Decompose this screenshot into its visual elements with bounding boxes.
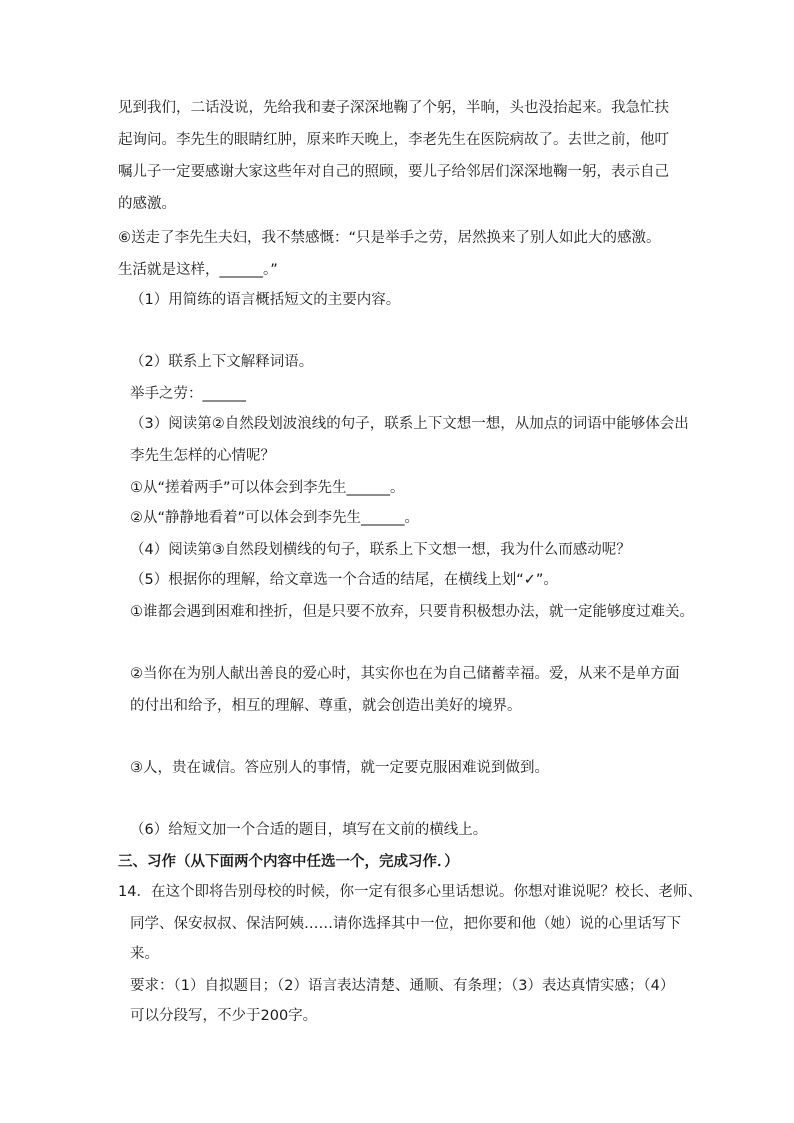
question-5-option-2-line2: 的付出和给予，相互的理解、尊重，就会创造出美好的境界。 <box>130 698 522 714</box>
question-14-line2: 同学、保安叔叔、保洁阿姨……请你选择其中一位，把你要和他（她）说的心里话写下 <box>130 916 681 932</box>
passage-p5-line1: 见到我们，二话没说，先给我和妻子深深地鞠了个躬，半晌，头也没抬起来。我急忙扶 <box>118 100 669 116</box>
question-14-line3: 来。 <box>130 946 159 962</box>
question-3-sub1: ①从“搓着两手”可以体会到李先生______。 <box>130 480 405 496</box>
question-3-line1: （3）阅读第②自然段划波浪线的句子，联系上下文想一想，从加点的词语中能够体会出 <box>130 416 689 432</box>
passage-p5-line2: 起询问。李先生的眼睛红肿，原来昨天晚上，李老先生在医院病故了。去世之前，他叮 <box>118 132 669 148</box>
requirements-line2: 可以分段写，不少于200字。 <box>130 1008 318 1024</box>
question-3-sub2: ②从“静静地看着”可以体会到李先生______。 <box>130 510 420 526</box>
passage-p6-line1: ⑥送走了李先生夫妇，我不禁感慨：“只是举手之劳，居然换来了别人如此大的感激。 <box>118 230 661 246</box>
question-5: （5）根据你的理解，给文章选一个合适的结尾，在横线上划“✓”。 <box>130 572 558 588</box>
question-14-line1: 14．在这个即将告别母校的时候，你一定有很多心里话想说。你想对谁说呢？校长、老师、 <box>118 884 702 900</box>
requirements-line1: 要求：（1）自拟题目；（2）语言表达清楚、通顺、有条理；（3）表达真情实感；（4） <box>130 978 675 994</box>
question-5-option-2-line1: ②当你在为别人献出善良的爱心时，其实你也在为自己储蓄幸福。爱，从来不是单方面 <box>130 666 680 682</box>
passage-p5-line3: 嘱儿子一定要感谢大家这些年对自己的照顾，要儿子给邻居们深深地鞠一躬，表示自己 <box>118 164 669 180</box>
question-3-line2: 李先生怎样的心情呢？ <box>130 448 275 464</box>
section-3-heading: 三、习作（从下面两个内容中任选一个，完成习作．） <box>118 854 459 870</box>
question-1: （1）用简练的语言概括短文的主要内容。 <box>130 292 401 308</box>
question-6: （6）给短文加一个合适的题目，填写在文前的横线上。 <box>130 822 488 838</box>
passage-p6-line2: 生活就是这样，______。” <box>118 262 278 278</box>
question-2-answer-line: 举手之劳：______ <box>130 386 246 402</box>
passage-p5-line4: 的感激。 <box>118 196 176 212</box>
question-2: （2）联系上下文解释词语。 <box>130 354 314 370</box>
question-5-option-1: ①谁都会遇到困难和挫折，但是只要不放弃，只要肯积极想办法，就一定能够度过难关。 <box>130 604 694 620</box>
question-5-option-3: ③人，贵在诚信。答应别人的事情，就一定要克服困难说到做到。 <box>130 760 549 776</box>
question-4: （4）阅读第③自然段划横线的句子，联系上下文想一想，我为什么而感动呢？ <box>130 542 631 558</box>
